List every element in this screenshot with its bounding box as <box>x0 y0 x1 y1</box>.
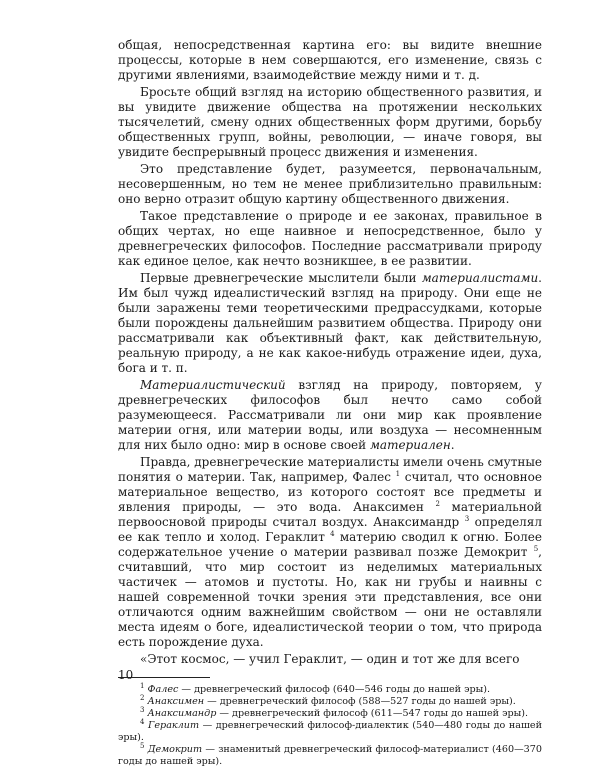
footnote-name: Фалес <box>147 684 179 695</box>
footnote-text: — древнегреческий философ (611—547 годы до нашей эры). <box>216 708 529 719</box>
paragraph-3: Это представление будет, разумеется, первоначальным, несовершенным, но тем не менее приблизительно правильным: оно верно отразит общую картину общественного движения. <box>118 162 542 206</box>
main-text <box>118 38 542 667</box>
footnote-2 <box>118 693 542 708</box>
paragraph-1: общая, непосредственная картина его: вы видите внешние процессы, которые в нем совершаются, его изменение, связь с другими явлениями, взаимодействие между ними и т. д. <box>118 38 542 82</box>
footnote-ref-2: 2 <box>435 500 440 508</box>
footnote-number: 3 <box>140 705 145 714</box>
footnote-text: — древнегреческий философ (588—527 годы до нашей эры). <box>204 696 516 707</box>
footnote-number: 5 <box>140 741 145 750</box>
paragraph-2: Бросьте общий взгляд на историю общественного развития, и вы увидите движение общества на протяжении нескольких тысячелетий, смену одних общественных форм другими, борьбу общественных групп, войны, революции, — иначе говоря, вы увидите беспрерывный процесс движения и изменения. <box>118 85 542 159</box>
footnote-ref-3: 3 <box>464 515 470 523</box>
paragraph-8: «Этот космос, — учил Гераклит, — один и тот же для всего <box>140 652 520 666</box>
paragraph-4: Такое представление о природе и ее законах, правильное в общих чертах, но еще наивное и непосредственное, было у древнегреческих философов. Последние рассматривали природу как единое целое, как нечто возникшее, в ее развитии. <box>118 209 542 268</box>
paragraph-5-emphasis: материалистами <box>421 271 539 285</box>
paragraph-7-text: определял ее как тепло и холод. Гераклит <box>118 515 542 544</box>
footnote-text: — древнегреческий философ-диалектик (540—480 годы до нашей эры). <box>118 720 542 743</box>
footnote-number: 4 <box>140 717 145 726</box>
paragraph-7-text: материальной первоосновой природы считал воздух. Анаксимандр <box>118 500 542 529</box>
paragraph-7-text: материю сводил к огню. Более содержательное учение о материи развивал позже Демокрит <box>118 530 543 559</box>
paragraph-6 <box>118 378 542 453</box>
footnote-name: Демокрит <box>147 744 203 755</box>
page-number: 10 <box>118 668 134 682</box>
footnotes <box>118 681 542 768</box>
paragraph-6-end: . <box>450 438 455 452</box>
footnote-name: Анаксимен <box>147 696 205 707</box>
footnote-name: Анаксимандр <box>147 708 217 719</box>
footnote-4 <box>118 717 542 744</box>
paragraph-5-text: Первые древнегреческие мыслители были <box>140 271 422 285</box>
footnote-number: 1 <box>140 681 145 690</box>
paragraph-6-emphasis: Материалистический <box>140 378 286 392</box>
footnote-ref-5: 5 <box>533 545 539 553</box>
paragraph-7-text: считал, что основное материальное вещество, из которого состоят все предметы и явления природы, — это вода. Анаксимен <box>118 470 543 514</box>
paragraph-5 <box>118 271 542 376</box>
footnote-text: — древнегреческий философ (640—546 годы до нашей эры). <box>178 684 491 695</box>
paragraph-7 <box>118 455 542 650</box>
paragraph-6-emphasis-2: материален <box>369 438 451 452</box>
footnote-1 <box>118 681 542 696</box>
footnote-number: 2 <box>140 693 145 702</box>
footnote-text: — знаменитый древнегреческий философ-материалист (460—370 годы до нашей эры). <box>118 744 542 767</box>
footnote-5 <box>118 741 542 768</box>
footnote-3 <box>118 705 542 720</box>
footnote-name: Гераклит <box>148 720 200 731</box>
paragraph-7-text: , считавший, что мир состоит из неделимых материальных частичек — атомов и пустоты. Но, как ни грубы и наивны с нашей современной точки зрения эти представления, все они отличаются одним важнейшим свойством — они не оставляли места идеям о боге, идеалистической теории о том, что природа есть порождение духа. <box>118 545 542 649</box>
paragraph-6-text: взгляд на природу, повторяем, у древнегреческих философов был нечто само собой разумеющееся. Рассматривали ли они мир как проявление материи огня, или материи воды, или воздуха — несомненным для них было одно: мир в основе своей <box>118 378 542 452</box>
footnote-ref-1: 1 <box>395 470 401 478</box>
paragraph-7-text: Правда, древнегреческие материалисты имели очень смутные понятия о материи. Так, например, Фалес <box>118 455 542 484</box>
footnote-ref-4: 4 <box>330 530 335 538</box>
paragraph-5-text-end: . Им был чужд идеалистический взгляд на природу. Они еще не были заражены теми теоретическими предрассудками, которые были порождены дальнейшим развитием общества. Природу они рассматривали как объективный факт, как действительную, реальную природу, а не как какое-нибудь отражение идеи, духа, бога и т. п. <box>118 271 542 375</box>
